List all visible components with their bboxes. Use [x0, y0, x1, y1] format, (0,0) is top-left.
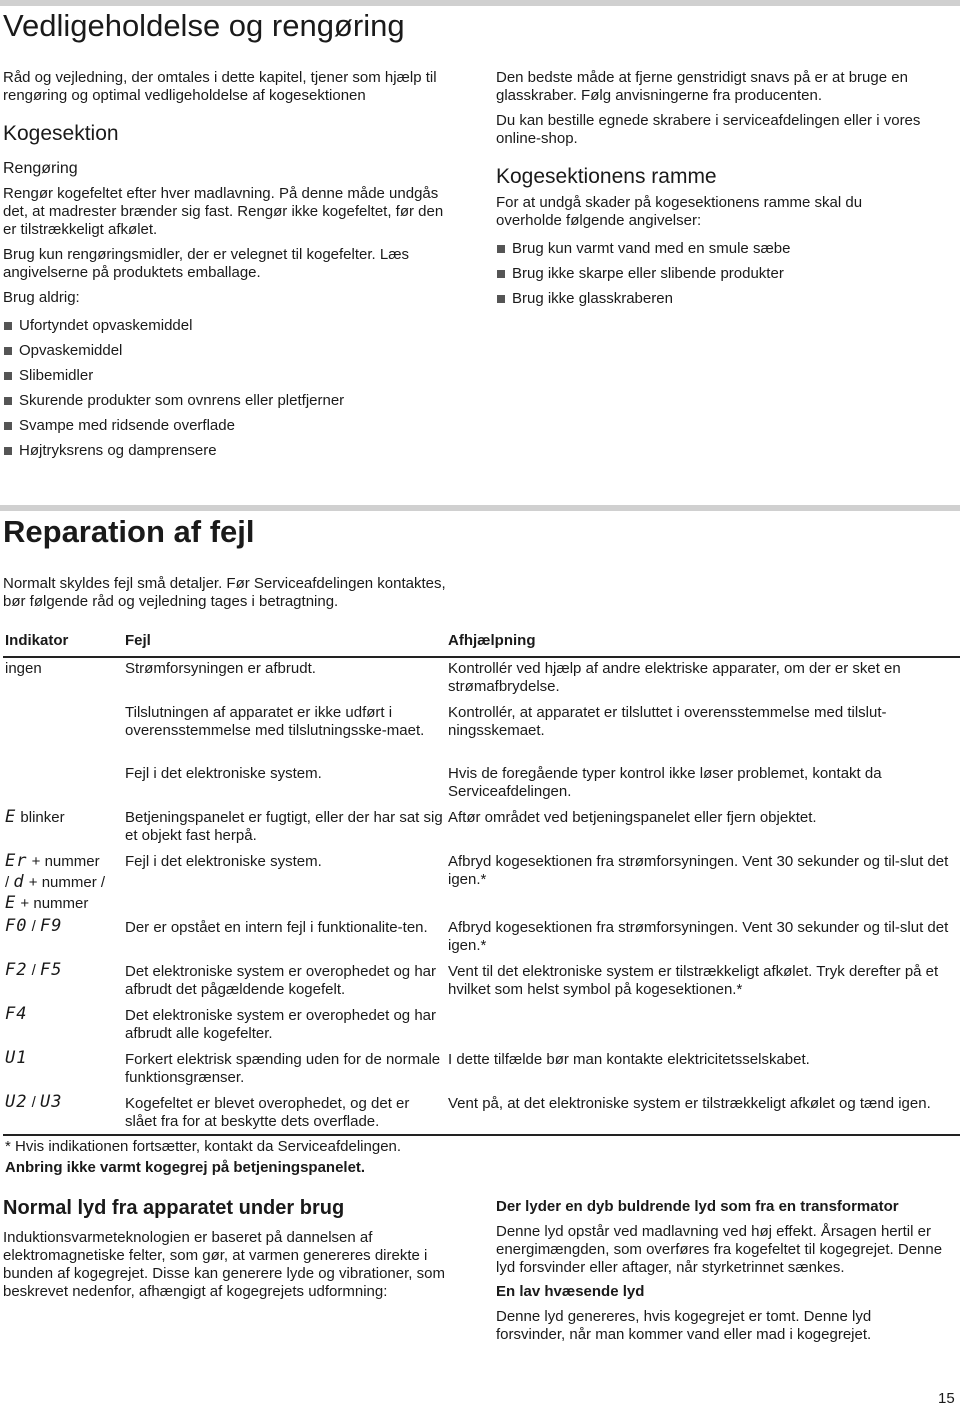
section-title-repair: Reparation af fejl [3, 514, 255, 549]
cell-indikator [5, 961, 62, 980]
cell-afhjaelpning: I dette tilfælde bør man kontakte elektricitetsselskabet. [448, 1051, 810, 1068]
table-footnote [3, 1134, 960, 1177]
table-row [3, 1093, 960, 1137]
cell-afhjaelpning: Afbryd kogesektionen fra strømforsyningen. Vent 30 sekunder og til-slut det igen.* [448, 919, 949, 954]
frame-paragraph: For at undgå skader på kogesektionens ramme skal du overholde følgende angivelser: [496, 194, 863, 229]
cell-fejl: Tilslutningen af apparatet er ikke udført i overensstemmelse med tilslutningsske-maet. [125, 704, 425, 739]
indicator-text: blinker [20, 809, 65, 826]
table-row [3, 917, 960, 961]
cell-indikator: ingen [5, 660, 42, 677]
cleaning-paragraph-3: Brug aldrig: [3, 289, 80, 306]
fault-table [3, 629, 960, 1137]
scraper-paragraph-1: Den bedste måde at fjerne genstridigt snavs på er at bruge en glasskraber. Følg anvisningerne fra producenten. [496, 69, 908, 104]
table-row [3, 702, 960, 763]
cell-indikator [5, 917, 62, 936]
footnote-text: * Hvis indikationen fortsætter, kontakt da Serviceafdelingen. [5, 1138, 402, 1155]
display-code: d [13, 872, 25, 892]
cell-fejl: Fejl i det elektroniske system. [125, 853, 322, 870]
display-code: F4 [5, 1004, 28, 1024]
table-row [3, 1005, 960, 1049]
cell-afhjaelpning: Hvis de foregående typer kontrol ikke løser problemet, kontakt da Serviceafdelingen. [448, 765, 882, 800]
indicator-text: + nummer [31, 853, 100, 870]
footnote-warning: Anbring ikke varmt kogegrej på betjeningspanelet. [5, 1159, 366, 1176]
display-code: U2 [5, 1092, 28, 1112]
maintenance-intro: Råd og vejledning, der omtales i dette kapitel, tjener som hjælp til rengøring og optimal vedligeholdelse af kogesektionen [3, 69, 437, 104]
section-title-normal-sound: Normal lyd fra apparatet under brug [3, 1197, 345, 1219]
cell-afhjaelpning: Vent på, at det elektroniske system er tilstrækkeligt afkølet og tænd igen. [448, 1095, 931, 1112]
cell-fejl: Der er opstået en intern fejl i funktionalite-ten. [125, 919, 428, 936]
indicator-text: + nummer [20, 895, 89, 912]
cleaning-paragraph-1: Rengør kogefeltet efter hver madlavning. På denne måde undgås det, at madrester brænder sig fast. Rengør ikke kogefeltet, før den er tilstrækkeligt afkølet. [3, 185, 444, 238]
sound-heading-2: En lav hvæsende lyd [496, 1283, 645, 1300]
subheading-kogesektion: Kogesektion [3, 122, 119, 145]
cell-afhjaelpning: Kontrollér, at apparatet er tilsluttet i overensstemmelse med tilslut-ningsskemaet. [448, 704, 887, 739]
list-item: Ufortyndet opvaskemiddel [3, 317, 463, 342]
cell-indikator [5, 1049, 27, 1068]
display-code: Er [5, 851, 28, 871]
cell-fejl: Forkert elektrisk spænding uden for de normale funktionsgrænser. [125, 1051, 441, 1086]
indicator-separator: / [31, 918, 36, 935]
display-code: F5 [40, 960, 63, 980]
sound-intro: Induktionsvarmeteknologien er baseret på dannelsen af elektromagnetiske felter, som gør, at varmen genereres direkte i bunden af kogegrejet. Disse kan generere lyde og vibrationer, som beskrevet nedenfor, afhængigt af kogegrejets udformning: [3, 1229, 445, 1300]
cell-fejl: Det elektroniske system er overophedet og har afbrudt alle kogefelter. [125, 1007, 436, 1042]
list-item: Opvaskemiddel [3, 342, 463, 367]
table-row [3, 961, 960, 1005]
cell-indikator [5, 851, 123, 914]
list-item: Brug kun varmt vand med en smule sæbe [496, 240, 936, 265]
cell-afhjaelpning: Vent til det elektroniske system er tilstrækkeligt afkølet. Tryk derefter på et hvilket som helst symbol på kogesektionen.* [448, 963, 939, 998]
table-row [3, 763, 960, 807]
cell-fejl: Betjeningspanelet er fugtigt, eller der har sat sig et objekt fast herpå. [125, 809, 443, 844]
table-header [3, 629, 960, 658]
display-code: E [5, 807, 17, 827]
display-code: U3 [40, 1092, 63, 1112]
display-code: F2 [5, 960, 28, 980]
table-row [3, 1049, 960, 1093]
display-code: F9 [40, 916, 63, 936]
header-afhjaelpning: Afhjælpning [448, 632, 536, 649]
header-indikator: Indikator [5, 632, 69, 649]
cell-afhjaelpning: Aftør området ved betjeningspanelet eller fjern objektet. [448, 809, 817, 826]
scraper-paragraph-2: Du kan bestille egnede skrabere i serviceafdelingen eller i vores online-shop. [496, 112, 921, 147]
list-item: Slibemidler [3, 367, 463, 392]
cell-fejl: Kogefeltet er blevet overophedet, og det er slået fra for at beskytte dets overflade. [125, 1095, 410, 1130]
sound-paragraph-1: Denne lyd opstår ved madlavning ved høj effekt. Årsagen hertil er energimængden, som overføres fra kogefeltet til kogegrejet. Denne lyd forsvinder eller aftager, når styrketrinnet sænkes. [496, 1223, 943, 1276]
section-title-maintenance: Vedligeholdelse og rengøring [3, 8, 405, 43]
frame-list [496, 240, 936, 315]
cell-fejl: Fejl i det elektroniske system. [125, 765, 322, 782]
repair-intro: Normalt skyldes fejl små detaljer. Før Serviceafdelingen kontaktes, bør følgende råd og vejledning tages i betragtning. [3, 575, 446, 610]
cell-afhjaelpning: Kontrollér ved hjælp af andre elektriske apparater, om der er sket en strømafbrydelse. [448, 660, 901, 695]
table-row [3, 807, 960, 851]
sound-paragraph-2: Denne lyd genereres, hvis kogegrejet er tomt. Denne lyd forsvinder, når man kommer vand eller mad i kogegrejet. [496, 1308, 872, 1343]
table-row [3, 658, 960, 702]
indicator-separator: / [31, 1094, 36, 1111]
cell-indikator [5, 808, 65, 827]
sound-heading-1: Der lyder en dyb buldrende lyd som fra en transformator [496, 1198, 899, 1215]
list-item: Brug ikke skarpe eller slibende produkter [496, 265, 936, 290]
never-use-list [3, 317, 463, 467]
section-rule-repair [0, 505, 960, 511]
cell-fejl: Det elektroniske system er overophedet og har afbrudt det pågældende kogefelt. [125, 963, 436, 998]
list-item: Højtryksrens og damprensere [3, 442, 463, 467]
top-rule [0, 0, 960, 6]
table-row [3, 851, 960, 917]
list-item: Brug ikke glasskraberen [496, 290, 936, 315]
display-code: E [5, 893, 17, 913]
cell-indikator [5, 1093, 62, 1112]
cell-afhjaelpning: Afbryd kogesektionen fra strømforsyningen. Vent 30 sekunder og til-slut det igen.* [448, 853, 949, 888]
display-code: U1 [5, 1048, 28, 1068]
header-fejl: Fejl [125, 632, 151, 649]
list-item: Skurende produkter som ovnrens eller pletfjerner [3, 392, 463, 417]
indicator-separator: / [31, 962, 36, 979]
indicator-text: + nummer / [28, 874, 106, 891]
cell-fejl: Strømforsyningen er afbrudt. [125, 660, 316, 677]
display-code: F0 [5, 916, 28, 936]
page-number: 15 [938, 1390, 955, 1407]
subheading-rengoring: Rengøring [3, 160, 78, 177]
list-item: Svampe med ridsende overflade [3, 417, 463, 442]
cleaning-paragraph-2: Brug kun rengøringsmidler, der er velegnet til kogefelter. Læs angivelserne på produktets emballage. [3, 246, 410, 281]
subheading-frame: Kogesektionens ramme [496, 165, 717, 188]
cell-indikator [5, 1005, 27, 1024]
indicator-separator: / [5, 874, 10, 891]
